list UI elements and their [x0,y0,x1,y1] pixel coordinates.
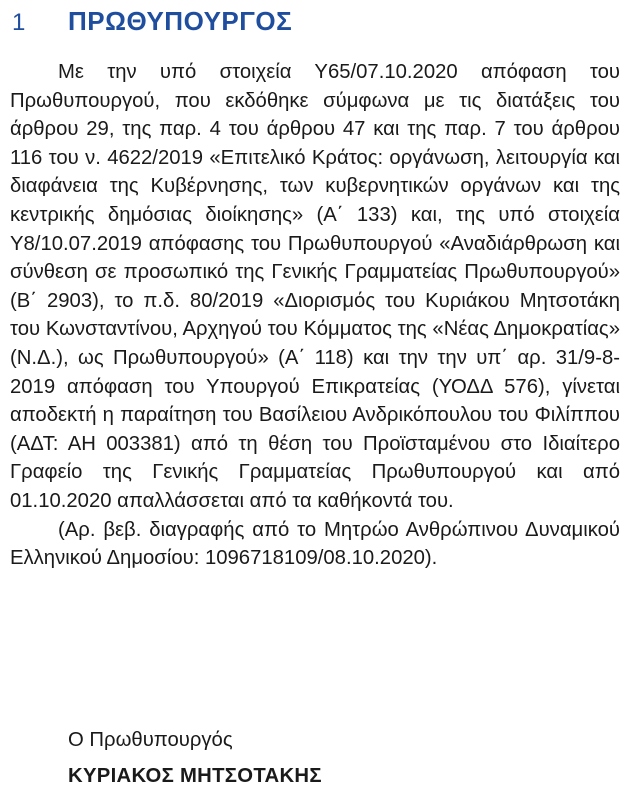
signature-block [68,722,322,794]
section-number: 1 [12,9,26,36]
section-heading [12,6,292,37]
decision-paragraph: Με την υπό στοιχεία Υ65/07.10.2020 απόφαση του Πρωθυπουργού, που εκδόθηκε σύμφωνα με τις διατάξεις του άρθρου 29, της παρ. 4 του άρθρου 47 και της παρ. 7 του άρθρου 116 του ν. 4622/2019 «Επιτελικό Κράτος: οργάνωση, λειτουργία και διαφάνεια της Κυβέρνησης, των κυβερνητικών οργάνων και της κεντρικής δημόσιας διοίκησης» (Α΄ 133) και, της υπό στοιχεία Υ8/10.07.2019 απόφασης του Πρωθυπουργού «Αναδιάρθρωση και σύνθεση σε προσωπικό της Γενικής Γραμματείας Πρωθυπουργού» (Β΄ 2903), το π.δ. 80/2019 «Διορισμός του Κυριάκου Μητσοτάκη του Κωνσταντίνου, Αρχηγού του Κόμματος της «Νέας Δημοκρατίας» (Ν.Δ.), ως Πρωθυπουργού» (Α΄ 118) και την την υπ΄ αρ. 31/9-8-2019 απόφαση του Υπουργού Επικρατείας (ΥΟΔΔ 576), γίνεται αποδεκτή η παραίτηση του Βασίλειου Ανδρικόπουλου του Φιλίππου (ΑΔΤ: ΑΗ 003381) από τη θέση του Προϊσταμένου στο Ιδιαίτερο Γραφείο της Γενικής Γραμματείας Πρωθυπουργού και από 01.10.2020 απαλλάσσεται από τα καθήκοντά του. [10,61,620,512]
decision-body [10,58,620,573]
section-title: ΠΡΩΘΥΠΟΥΡΓΟΣ [68,6,293,36]
registry-note: (Αρ. βεβ. διαγραφής από το Μητρώο Ανθρώπινου Δυναμικού Ελληνικού Δημοσίου: 1096718109/08.10.2020). [10,518,620,570]
signatory-name: ΚΥΡΙΑΚΟΣ ΜΗΤΣΟΤΑΚΗΣ [68,765,322,787]
signatory-role: Ο Πρωθυπουργός [68,729,233,751]
